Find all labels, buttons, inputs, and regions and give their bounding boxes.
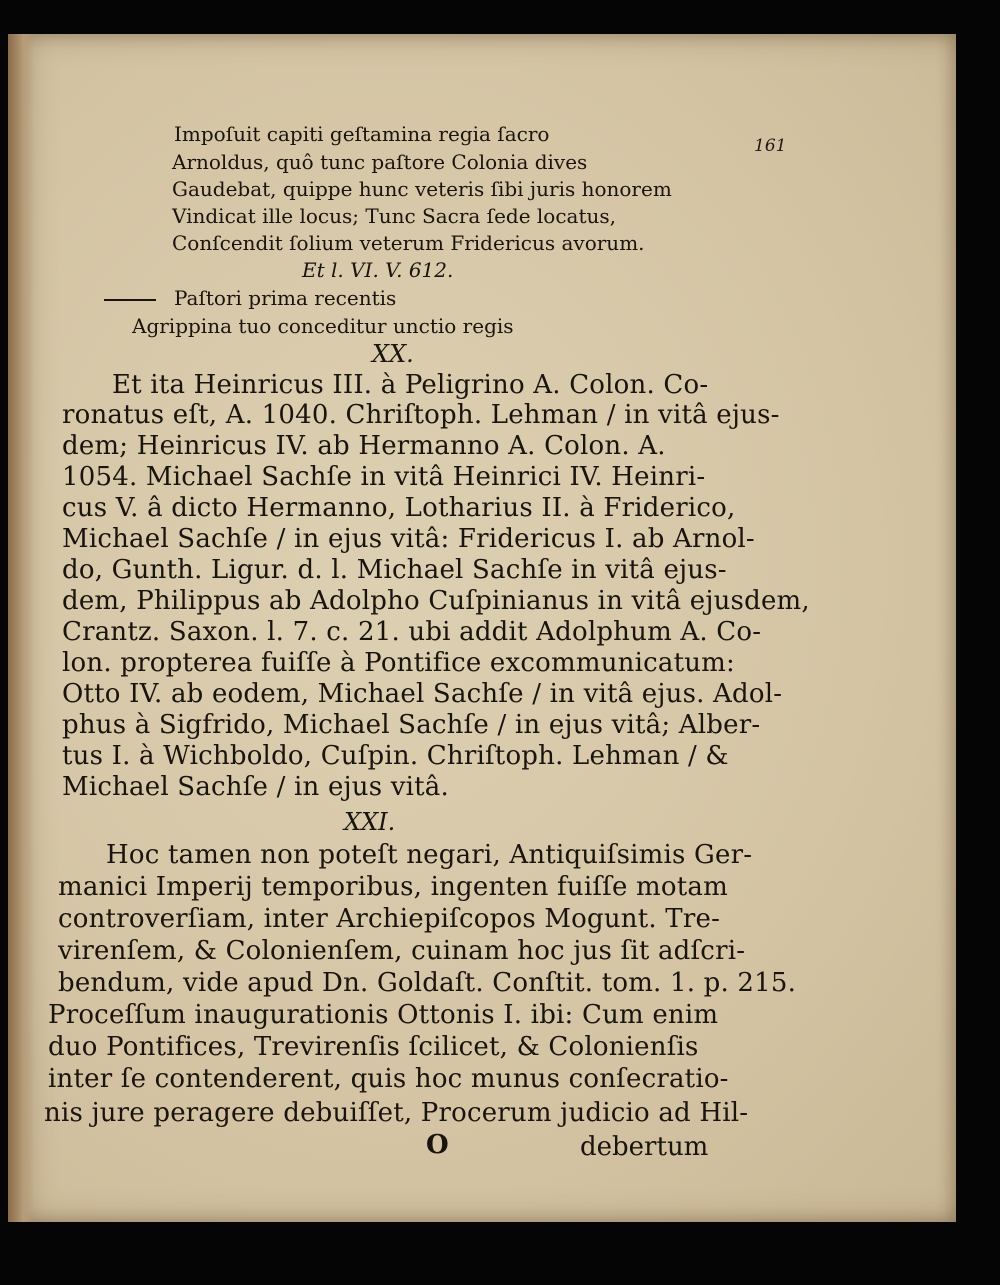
text-line: Conſcendit ſolium veterum Fridericus avorum. <box>172 231 645 255</box>
text-line: Michael Sachſe / in ejus vitâ. <box>62 772 449 802</box>
text-line: bendum, vide apud Dn. Goldaſt. Conſtit. tom. 1. p. 215. <box>58 968 797 998</box>
text-line: do, Gunth. Ligur. d. l. Michael Sachſe in vitâ ejus- <box>62 555 727 585</box>
section-heading: XX. <box>372 340 414 368</box>
page-number: 161 <box>754 136 787 156</box>
text-line: duo Pontifices, Trevirenſis ſcilicet, & Colonienſis <box>48 1032 699 1062</box>
signature-mark: O <box>426 1130 449 1160</box>
book-page <box>8 34 956 1222</box>
page-text <box>8 34 956 1222</box>
text-line: Agrippina tuo conceditur unctio regis <box>132 314 514 338</box>
text-line: ronatus eſt, A. 1040. Chriſtoph. Lehman / in vitâ ejus- <box>62 400 780 430</box>
text-line: cus V. â dicto Hermanno, Lotharius II. à Friderico, <box>62 493 736 523</box>
text-line: Otto IV. ab eodem, Michael Sachſe / in vitâ ejus. Adol- <box>62 679 783 709</box>
text-line: Et l. VI. V. 612. <box>302 258 454 282</box>
text-line: Vindicat ille locus; Tunc Sacra ſede locatus, <box>172 204 617 228</box>
text-line: Crantz. Saxon. l. 7. c. 21. ubi addit Adolphum A. Co- <box>62 617 762 647</box>
text-line: Michael Sachſe / in ejus vitâ: Fridericus I. ab Arnol- <box>62 524 755 554</box>
text-line: Et ita Heinricus III. à Peligrino A. Colon. Co- <box>112 370 709 400</box>
text-line: lon. propterea fuiſſe à Pontifice excommunicatum: <box>62 648 735 678</box>
text-line: Proceſſum inaugurationis Ottonis I. ibi: Cum enim <box>48 1000 719 1030</box>
text-line: Paſtori prima recentis <box>104 286 396 310</box>
text-line: nis jure peragere debuiſſet, Procerum judicio ad Hil- <box>44 1098 749 1128</box>
text-line: virenſem, & Colonienſem, cuinam hoc jus ſit adſcri- <box>58 936 746 966</box>
text-line: inter ſe contenderent, quis hoc munus conſecratio- <box>48 1064 729 1094</box>
text-line: Hoc tamen non poteſt negari, Antiquiſsimis Ger- <box>106 840 753 870</box>
text-line: 1054. Michael Sachſe in vitâ Heinrici IV. Heinri- <box>62 462 706 492</box>
text-line: manici Imperij temporibus, ingenten fuiſſe motam <box>58 872 728 902</box>
catchword: debertum <box>580 1132 709 1162</box>
text-line: controverſiam, inter Archiepiſcopos Mogunt. Tre- <box>58 904 721 934</box>
text-line: Impoſuit capiti geſtamina regia ſacro <box>174 122 550 146</box>
text-line: Gaudebat, quippe hunc veteris ſibi juris honorem <box>172 177 672 201</box>
text-line: dem, Philippus ab Adolpho Cuſpinianus in vitâ ejusdem, <box>62 586 810 616</box>
section-heading: XXI. <box>344 808 396 836</box>
text-line: dem; Heinricus IV. ab Hermanno A. Colon. A. <box>62 431 666 461</box>
text-line: tus I. à Wichboldo, Cuſpin. Chriſtoph. Lehman / & <box>62 741 729 771</box>
text-line: Arnoldus, quô tunc paſtore Colonia dives <box>172 150 588 174</box>
em-dash-rule <box>104 299 156 301</box>
text-line: phus à Sigfrido, Michael Sachſe / in ejus vitâ; Alber- <box>62 710 761 740</box>
